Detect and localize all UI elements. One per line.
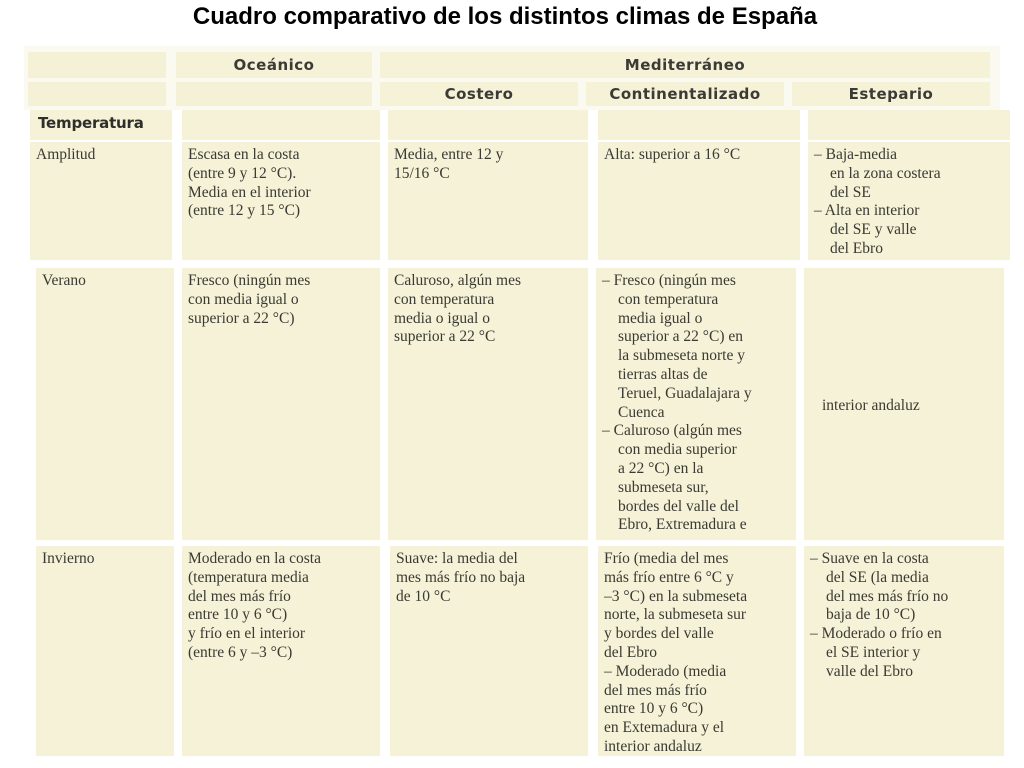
text-line: entre 10 y 6 °C) bbox=[604, 700, 704, 718]
page-title: Cuadro comparativo de los distintos climas de España bbox=[192, 3, 818, 30]
amplitud-label: Amplitud bbox=[30, 142, 172, 260]
text-line: Fresco (ningún mes bbox=[188, 272, 311, 289]
text-line: (temperatura media bbox=[188, 568, 309, 586]
text-line: superior a 22 °C) bbox=[188, 309, 295, 327]
text-line: Suave: la media del bbox=[396, 550, 518, 567]
text-line: Frío (media del mes bbox=[604, 550, 729, 567]
text-line: – Baja-media bbox=[814, 146, 898, 163]
text-line: 15/16 °C bbox=[394, 164, 450, 182]
text-line: media igual o bbox=[618, 309, 703, 327]
header-costero: Costero bbox=[380, 82, 578, 106]
text-line: Media, entre 12 y bbox=[394, 146, 504, 163]
text-line: submeseta sur, bbox=[618, 478, 709, 496]
text-line: interior andaluz bbox=[604, 737, 702, 755]
temperatura-continentalizado bbox=[598, 110, 800, 140]
text-line: media o igual o bbox=[394, 309, 490, 327]
header-mediterraneo: Mediterráneo bbox=[380, 52, 990, 78]
text-line: el SE interior y bbox=[826, 643, 921, 661]
verano-costero bbox=[388, 268, 588, 540]
text-line: –3 °C) en la submeseta bbox=[604, 587, 748, 605]
text-line: y bordes del valle bbox=[604, 625, 714, 643]
text-line: – Moderado (media bbox=[604, 662, 727, 680]
text-line: Cuenca bbox=[618, 403, 665, 421]
text-line: en la zona costera bbox=[830, 164, 941, 182]
text-line: – Alta en interior bbox=[814, 202, 920, 220]
text-line: Moderado en la costa bbox=[188, 550, 321, 567]
text-line: y frío en el interior bbox=[188, 625, 306, 643]
text-line: del SE bbox=[830, 183, 871, 201]
text-line: valle del Ebro bbox=[826, 662, 913, 680]
invierno-estepario bbox=[804, 546, 1004, 756]
header-corner-bottom bbox=[28, 82, 166, 106]
invierno-continentalizado bbox=[598, 546, 796, 756]
invierno-label: Invierno bbox=[36, 546, 174, 756]
header-estepario: Estepario bbox=[792, 82, 990, 106]
amplitud-oceanico bbox=[182, 142, 380, 260]
header-oceanico: Oceánico bbox=[176, 52, 372, 78]
text-line: con temperatura bbox=[394, 290, 495, 308]
text-line: del SE (la media bbox=[826, 568, 929, 586]
verano-label: Verano bbox=[36, 268, 174, 540]
text-line: la submeseta norte y bbox=[618, 347, 745, 365]
temperatura-costero bbox=[388, 110, 588, 140]
text-line: con media igual o bbox=[188, 290, 299, 308]
text-line: en Extemadura y el bbox=[604, 719, 725, 737]
text-line: más frío entre 6 °C y bbox=[604, 568, 734, 586]
text-line: Escasa en la costa bbox=[188, 146, 300, 163]
text-line: – Suave en la costa bbox=[810, 550, 929, 567]
text-line: Caluroso, algún mes bbox=[394, 272, 521, 289]
header-continentalizado: Continentalizado bbox=[586, 82, 784, 106]
text-line: del mes más frío bbox=[604, 681, 707, 699]
text-line: del Ebro bbox=[830, 239, 883, 257]
text-line: del mes más frío bbox=[188, 587, 291, 605]
text-line: del Ebro bbox=[604, 643, 657, 661]
text-line: Alta: superior a 16 °C bbox=[604, 146, 741, 163]
text-line: del SE y valle bbox=[830, 221, 917, 239]
text-line: – Fresco (ningún mes bbox=[602, 272, 736, 289]
temperatura-estepario bbox=[808, 110, 1010, 140]
invierno-oceanico bbox=[182, 546, 380, 756]
temperatura-oceanico bbox=[182, 110, 380, 140]
text-line: del mes más frío no bbox=[826, 587, 949, 605]
text-line: norte, la submeseta sur bbox=[604, 606, 747, 624]
text-line: Ebro, Extremadura e bbox=[618, 516, 747, 534]
text-line: Teruel, Guadalajara y bbox=[618, 384, 752, 402]
header-oceanico-sub bbox=[176, 82, 372, 106]
verano-oceanico bbox=[182, 268, 380, 540]
amplitud-continentalizado bbox=[598, 142, 800, 260]
text-line: a 22 °C) en la bbox=[618, 459, 704, 477]
text-line: baja de 10 °C) bbox=[826, 606, 916, 624]
header-corner-top bbox=[28, 52, 166, 78]
text-line: – Caluroso (algún mes bbox=[602, 422, 742, 440]
text-line: bordes del valle del bbox=[618, 497, 739, 515]
text-line: tierras altas de bbox=[618, 365, 708, 383]
text-line: superior a 22 °C) en bbox=[618, 328, 743, 346]
text-line: de 10 °C bbox=[396, 587, 451, 605]
text-line: (entre 12 y 15 °C) bbox=[188, 202, 301, 220]
text-line: – Moderado o frío en bbox=[810, 625, 942, 643]
text-line: (entre 9 y 12 °C). bbox=[188, 164, 297, 182]
amplitud-costero bbox=[388, 142, 588, 260]
text-line: superior a 22 °C bbox=[394, 328, 496, 346]
verano-continentalizado bbox=[596, 268, 796, 540]
text-line: (entre 6 y –3 °C) bbox=[188, 643, 293, 661]
text-line: entre 10 y 6 °C) bbox=[188, 606, 288, 624]
text-line: con temperatura bbox=[618, 290, 719, 308]
verano-estepario bbox=[804, 268, 1004, 540]
amplitud-estepario bbox=[808, 142, 1010, 260]
temperatura-label: Temperatura bbox=[30, 110, 172, 140]
text-line: interior andaluz bbox=[822, 396, 920, 414]
text-line: mes más frío no baja bbox=[396, 568, 526, 586]
invierno-costero bbox=[390, 546, 588, 756]
text-line: Media en el interior bbox=[188, 183, 311, 201]
text-line: con media superior bbox=[618, 441, 737, 459]
